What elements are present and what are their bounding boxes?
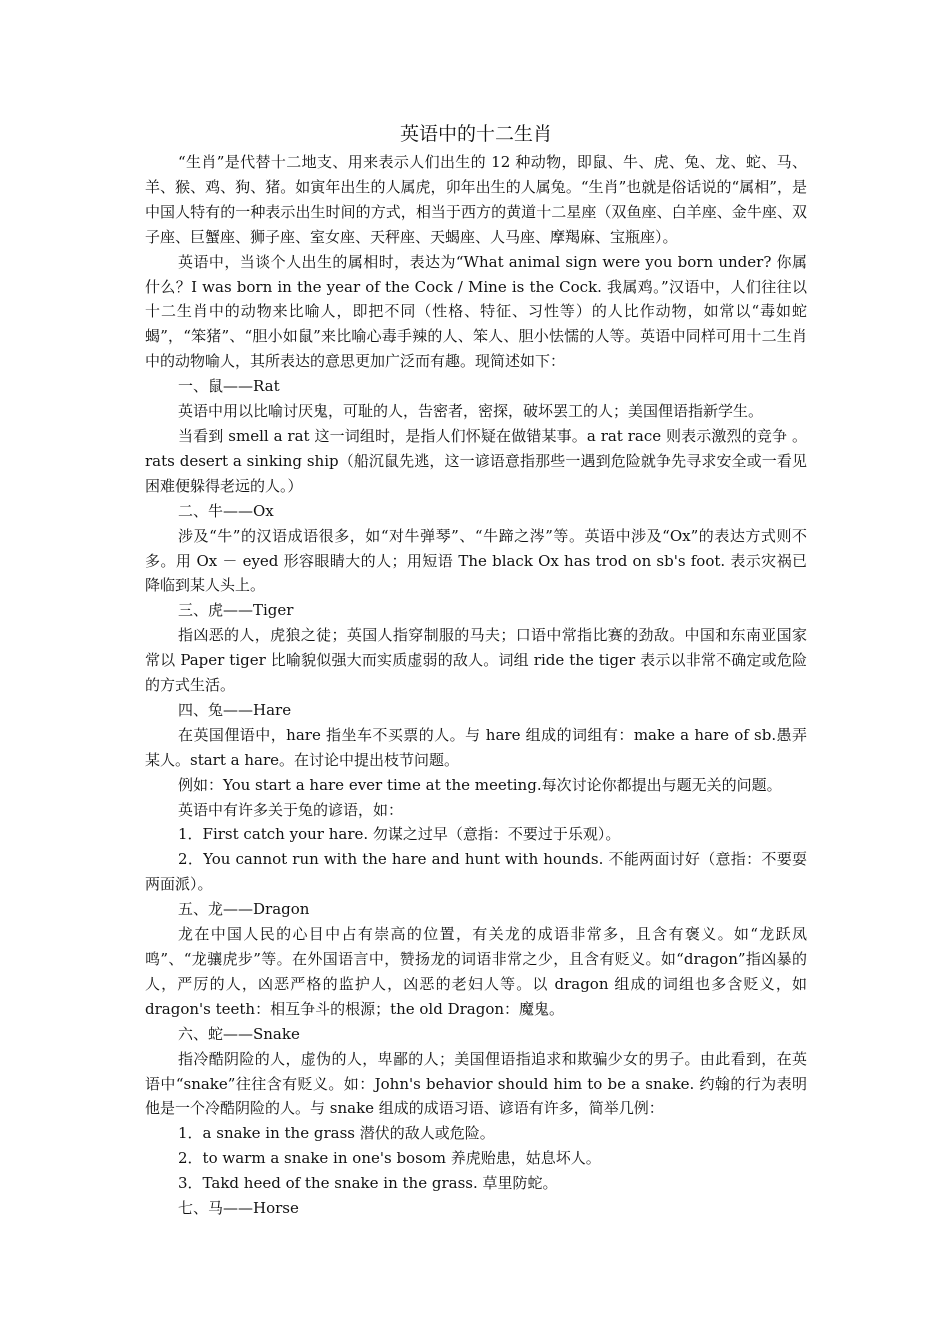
paragraph: 指凶恶的人，虎狼之徒；英国人指穿制服的马夫；口语中常指比赛的劲敌。中国和东南亚国家常以 Paper tiger 比喻貌似强大而实质虚弱的敌人。词组 ride the tiger 表示以非常不确定或危险的方式生活。: [145, 626, 807, 695]
list-item: 2．to warm a snake in one's bosom 养虎贻患，姑息坏人。: [178, 1149, 601, 1168]
section-heading-horse: 七、马——Horse: [178, 1199, 299, 1218]
paragraph: 英语中有许多关于兔的谚语，如：: [178, 800, 404, 819]
list-item: 1．First catch your hare. 勿谋之过早（意指：不要过于乐观）。: [178, 825, 621, 844]
paragraph: 龙在中国人民的心目中占有崇高的位置，有关龙的成语非常多，且含有褒义。如“龙跃凤鸣”、“龙骧虎步”等。在外国语言中，赞扬龙的词语非常之少，且含有贬义。如“dragon”指凶暴的人，严厉的人，凶恶严格的监护人，凶恶的老妇人等。以 dragon 组成的词组也多含贬义，如 dragon's teeth：相互争斗的根源；the old Dragon：魔鬼。: [145, 925, 807, 1018]
paragraph: 例如：You start a hare ever time at the meeting.每次讨论你都提出与题无关的问题。: [178, 775, 782, 794]
paragraph: 当看到 smell a rat 这一词组时，是指人们怀疑在做错某事。a rat race 则表示激烈的竞争 。rats desert a sinking ship（船沉鼠先逃，这一谚语意指那些一遇到危险就争先寻求安全或一看见困难便躲得老远的人。）: [145, 426, 807, 495]
section-heading-ox: 二、牛——Ox: [178, 501, 274, 520]
list-item: 2．You cannot run with the hare and hunt with hounds. 不能两面讨好（意指：不要耍两面派）。: [145, 850, 807, 894]
document-title: 英语中的十二生肖: [399, 123, 552, 145]
list-item: 1．a snake in the grass 潜伏的敌人或危险。: [178, 1124, 495, 1143]
paragraph: 在英国俚语中，hare 指坐车不买票的人。与 hare 组成的词组有：make a hare of sb.愚弄某人。start a hare。在讨论中提出枝节问题。: [145, 725, 807, 769]
paragraph: 英语中用以比喻讨厌鬼，可耻的人，告密者，密探，破坏罢工的人；美国俚语指新学生。: [178, 402, 764, 421]
paragraph: 涉及“牛”的汉语成语很多，如“对牛弹琴”、“牛蹄之涔”等。英语中涉及“Ox”的表达方式则不多。用 Ox － eyed 形容眼睛大的人；用短语 The black Ox has trod on sb's foot. 表示灾祸已降临到某人头上。: [145, 526, 807, 595]
document-body: [145, 121, 807, 1221]
list-item: 3．Takd heed of the snake in the grass. 草里防蛇。: [178, 1174, 558, 1193]
paragraph: 英语中，当谈个人出生的属相时，表达为“What animal sign were you born under? 你属什么？I was born in the year of the Cock / Mine is the Cock. 我属鸡。”汉语中，人们往往以十二生肖中的动物来比喻人，即把不同（性格、特征、习性等）的人比作动物，如常以“毒如蛇蝎”，“笨猪”、“胆小如鼠”来比喻心毒手辣的人、笨人、胆小怯懦的人等。英语中同样可用十二生肖中的动物喻人，其所表达的意思更加广泛而有趣。现简述如下：: [145, 252, 807, 371]
section-heading-snake: 六、蛇——Snake: [178, 1024, 300, 1043]
section-heading-tiger: 三、虎——Tiger: [178, 601, 294, 620]
paragraph: 指冷酷阴险的人，虚伪的人，卑鄙的人；美国俚语指追求和欺骗少女的男子。由此看到，在英语中“snake”往往含有贬义。如：John's behavior should him to be a snake. 约翰的行为表明他是一个冷酷阴险的人。与 snake 组成的成语习语、谚语有许多，简举几例：: [145, 1049, 807, 1118]
section-heading-dragon: 五、龙——Dragon: [178, 900, 310, 919]
section-heading-hare: 四、兔——Hare: [178, 700, 292, 719]
section-heading-rat: 一、鼠——Rat: [178, 377, 280, 396]
paragraph: “生肖”是代替十二地支、用来表示人们出生的 12 种动物，即鼠、牛、虎、兔、龙、蛇、马、羊、猴、鸡、狗、猪。如寅年出生的人属虎，卯年出生的人属兔。“生肖”也就是俗话说的“属相”，是中国人特有的一种表示出生时间的方式，相当于西方的黄道十二星座（双鱼座、白羊座、金牛座、双子座、巨蟹座、狮子座、室女座、天秤座、天蝎座、人马座、摩羯麻、宝瓶座）。: [145, 153, 807, 246]
